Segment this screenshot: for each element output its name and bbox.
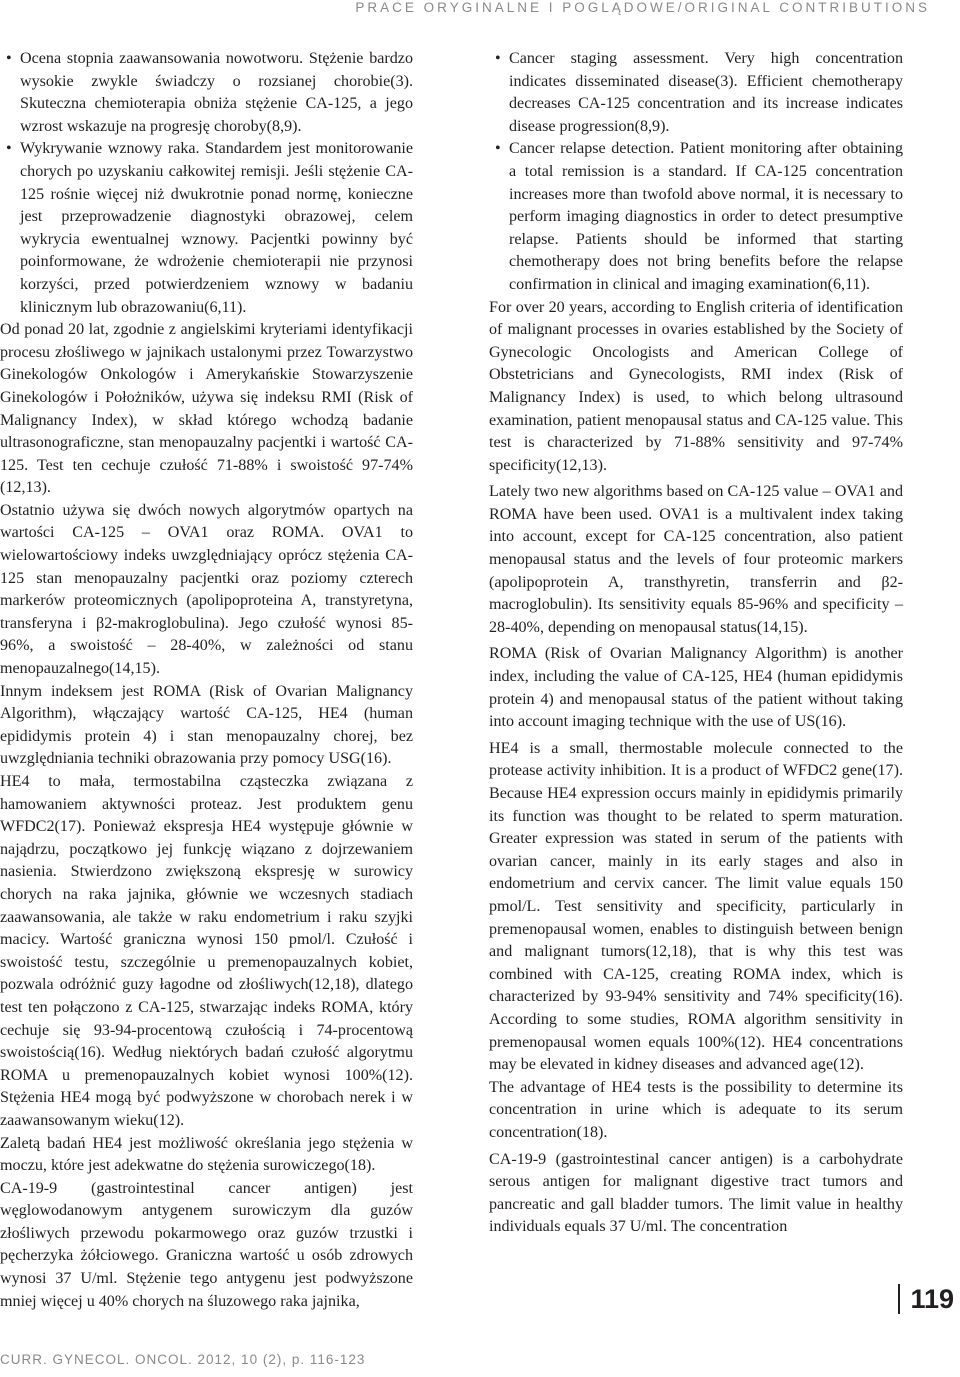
paragraph: • Ocena stopnia zaawansowania nowotworu. Stężenie bardzo wysokie zwykle świadczy o rozsianej chorobie(3). Skuteczna chemioterapia obniża stężenie CA-125, a jego wzrost wskazuje na progresję choroby(8,9). (0, 48, 413, 138)
paragraph: • Cancer staging assessment. Very high concentration indicates disseminated disease(3). Efficient chemotherapy decreases CA-125 concentration and its increase indicates disease progression(8,9). (489, 48, 903, 138)
paragraph: The advantage of HE4 tests is the possibility to determine its concentration in urine which is adequate to its serum concentration(18). (489, 1078, 903, 1141)
left-column (0, 48, 413, 1313)
paragraph: Lately two new algorithms based on CA-125 value – OVA1 and ROMA have been used. OVA1 is a multivalent index taking into account, except for CA-125 concentration, also patient menopausal status and the levels of four proteomic markers (apolipoprotein A, transthyretin, transferrin and β2-macroglobulin). Its sensitivity equals 85-96% and specificity – 28-40%, depending on menopausal status(14,15). (489, 483, 903, 636)
paragraph: CA-19-9 (gastrointestinal cancer antigen) is a carbohydrate serous antigen for malignant digestive tract tumors and pancreatic and gall bladder tumors. The limit value in healthy individuals equals 37 U/ml. The concentration (489, 1150, 903, 1236)
paragraph: • Cancer relapse detection. Patient monitoring after obtaining a total remission is a standard. If CA-125 concentration increases more than twofold above normal, it is necessary to perform imaging diagnostics in order to detect presumptive relapse. Patients should be informed that starting chemotherapy does not bring benefits before the relapse confirmation in clinical and imaging examination(6,11). (489, 138, 903, 296)
footer-citation: CURR. GYNECOL. ONCOL. 2012, 10 (2), p. 116-123 (0, 1352, 366, 1367)
paragraph: For over 20 years, according to English criteria of identification of malignant processes in ovaries established by the Society of Gynecologic Oncologists and American College of Obstetricians and Gynecologists, RMI index (Risk of Malignancy Index) is used, to which belong ultrasound examination, patient menopausal status and CA-125 value. This test is characterized by 71-88% sensitivity and 97-74% specificity(12,13). (489, 298, 903, 474)
paragraph: Ostatnio używa się dwóch nowych algorytmów opartych na wartości CA-125 – OVA1 oraz ROMA. OVA1 to wielowartościowy indeks uwzględniający oprócz stężenia CA-125 stan menopauzalny pacjentki oraz poziomy czterech markerów proteomicznych (apolipoproteina A, transtyretyna, transferyna i β2-makroglobulina). Jego czułość wynosi 85-96%, a swoistość – 28-40%, w zależności od stanu menopauzalnego(14,15). (0, 501, 413, 678)
right-column (489, 48, 903, 1239)
paragraph: HE4 is a small, thermostable molecule connected to the protease activity inhibition. It is a product of WFDC2 gene(17). Because HE4 expression occurs mainly in epididymis primarily its function was thought to be related to sperm maturation. Greater expression was stated in serum of the patients with ovarian cancer, mainly in its early stages and also in endometrium and cervix cancer. The limit value equals 150 pmol/L. Test sensitivity and specificity, particularly in premenopausal women, enables to distinguish between benign and malignant tumors(12,18), that is why this test was combined with CA-125, creating ROMA index, which is characterized by 93-94% sensitivity and 74% specificity(16). According to some studies, ROMA algorithm sensitivity in premenopausal women equals 100%(12). HE4 concentrations may be elevated in kidney diseases and advanced age(12). (489, 739, 903, 1074)
paragraph: ROMA (Risk of Ovarian Malignancy Algorithm) is another index, including the value of CA-125, HE4 (human epididymis protein 4) and menopausal status of the patient without taking into account imaging technique with the use of US(16). (489, 645, 903, 731)
paragraph: Od ponad 20 lat, zgodnie z angielskimi kryteriami identyfikacji procesu złośliwego w jajnikach ustalonymi przez Towarzystwo Ginekologów Onkologów i Amerykańskie Stowarzyszenie Ginekologów i Położników, używa się indeksu RMI (Risk of Malignancy Index), w skład którego wchodzą badanie ultrasonograficzne, stan menopauzalny pacjentki i wartość CA-125. Test ten cechuje czułość 71-88% i swoistość 97-74%(12,13). (0, 321, 413, 497)
paragraph: • Wykrywanie wznowy raka. Standardem jest monitorowanie chorych po uzyskaniu całkowitej remisji. Jeśli stężenie CA-125 rośnie więcej niż dwukrotnie ponad normę, konieczne jest przeprowadzenie diagnostyki obrazowej, celem wykrycia ewentualnej wznowy. Pacjentki powinny być poinformowane, że wdrożenie chemioterapii nie przynosi korzyści, przed potwierdzeniem wznowy w badaniu klinicznym lub obrazowaniu(6,11). (0, 138, 413, 319)
paragraph: Innym indeksem jest ROMA (Risk of Ovarian Malignancy Algorithm), włączający wartość CA-125, HE4 (human epididymis protein 4) i stan menopauzalny chorej, bez uwzględniania techniki obrazowania przy pomocy USG(16). (0, 682, 413, 768)
paragraph: CA-19-9 (gastrointestinal cancer antigen) jest węglowodanowym antygenem surowiczym dla guzów złośliwych przewodu pokarmowego oraz guzów trzustki i pęcherzyka żółciowego. Graniczna wartość u osób zdrowych wynosi 37 U/ml. Stężenie tego antygenu jest podwyższone mniej więcej u 40% chorych na śluzowego raka jajnika, (0, 1179, 413, 1310)
paragraph: HE4 to mała, termostabilna cząsteczka związana z hamowaniem aktywności proteaz. Jest produktem genu WFDC2(17). Ponieważ ekspresja HE4 występuje głównie w najądrzu, początkowo jej funkcję wiązano z dojrzewaniem nasienia. Stwierdzono zwiększoną ekspresję w surowicy chorych na raka jajnika, głównie we wczesnych stadiach zaawansowania, ale także w raku endometrium i raku szyjki macicy. Wartość graniczna wynosi 150 pmol/l. Czułość i swoistość testu, szczególnie u premenopauzalnych kobiet, pozwala odróżnić guzy łagodne od złośliwych(12,18), dlatego test ten połączono z CA-125, stwarzając indeks ROMA, który cechuje się 93-94-procentową czułością i 74-procentową swoistością(16). Według niektórych badań czułość algorytmu ROMA u premenopauzalnych kobiet wynosi 100%(12). Stężenia HE4 mogą być podwyższone w chorobach nerek i w zaawansowanym wieku(12). (0, 773, 413, 1129)
running-head: PRACE ORYGINALNE I POGLĄDOWE/ORIGINAL CONTRIBUTIONS (355, 0, 930, 15)
paragraph: Zaletą badań HE4 jest możliwość określania jego stężenia w moczu, które jest adekwatne do stężenia surowiczego(18). (0, 1134, 413, 1175)
page-number: 119 (898, 1284, 954, 1314)
